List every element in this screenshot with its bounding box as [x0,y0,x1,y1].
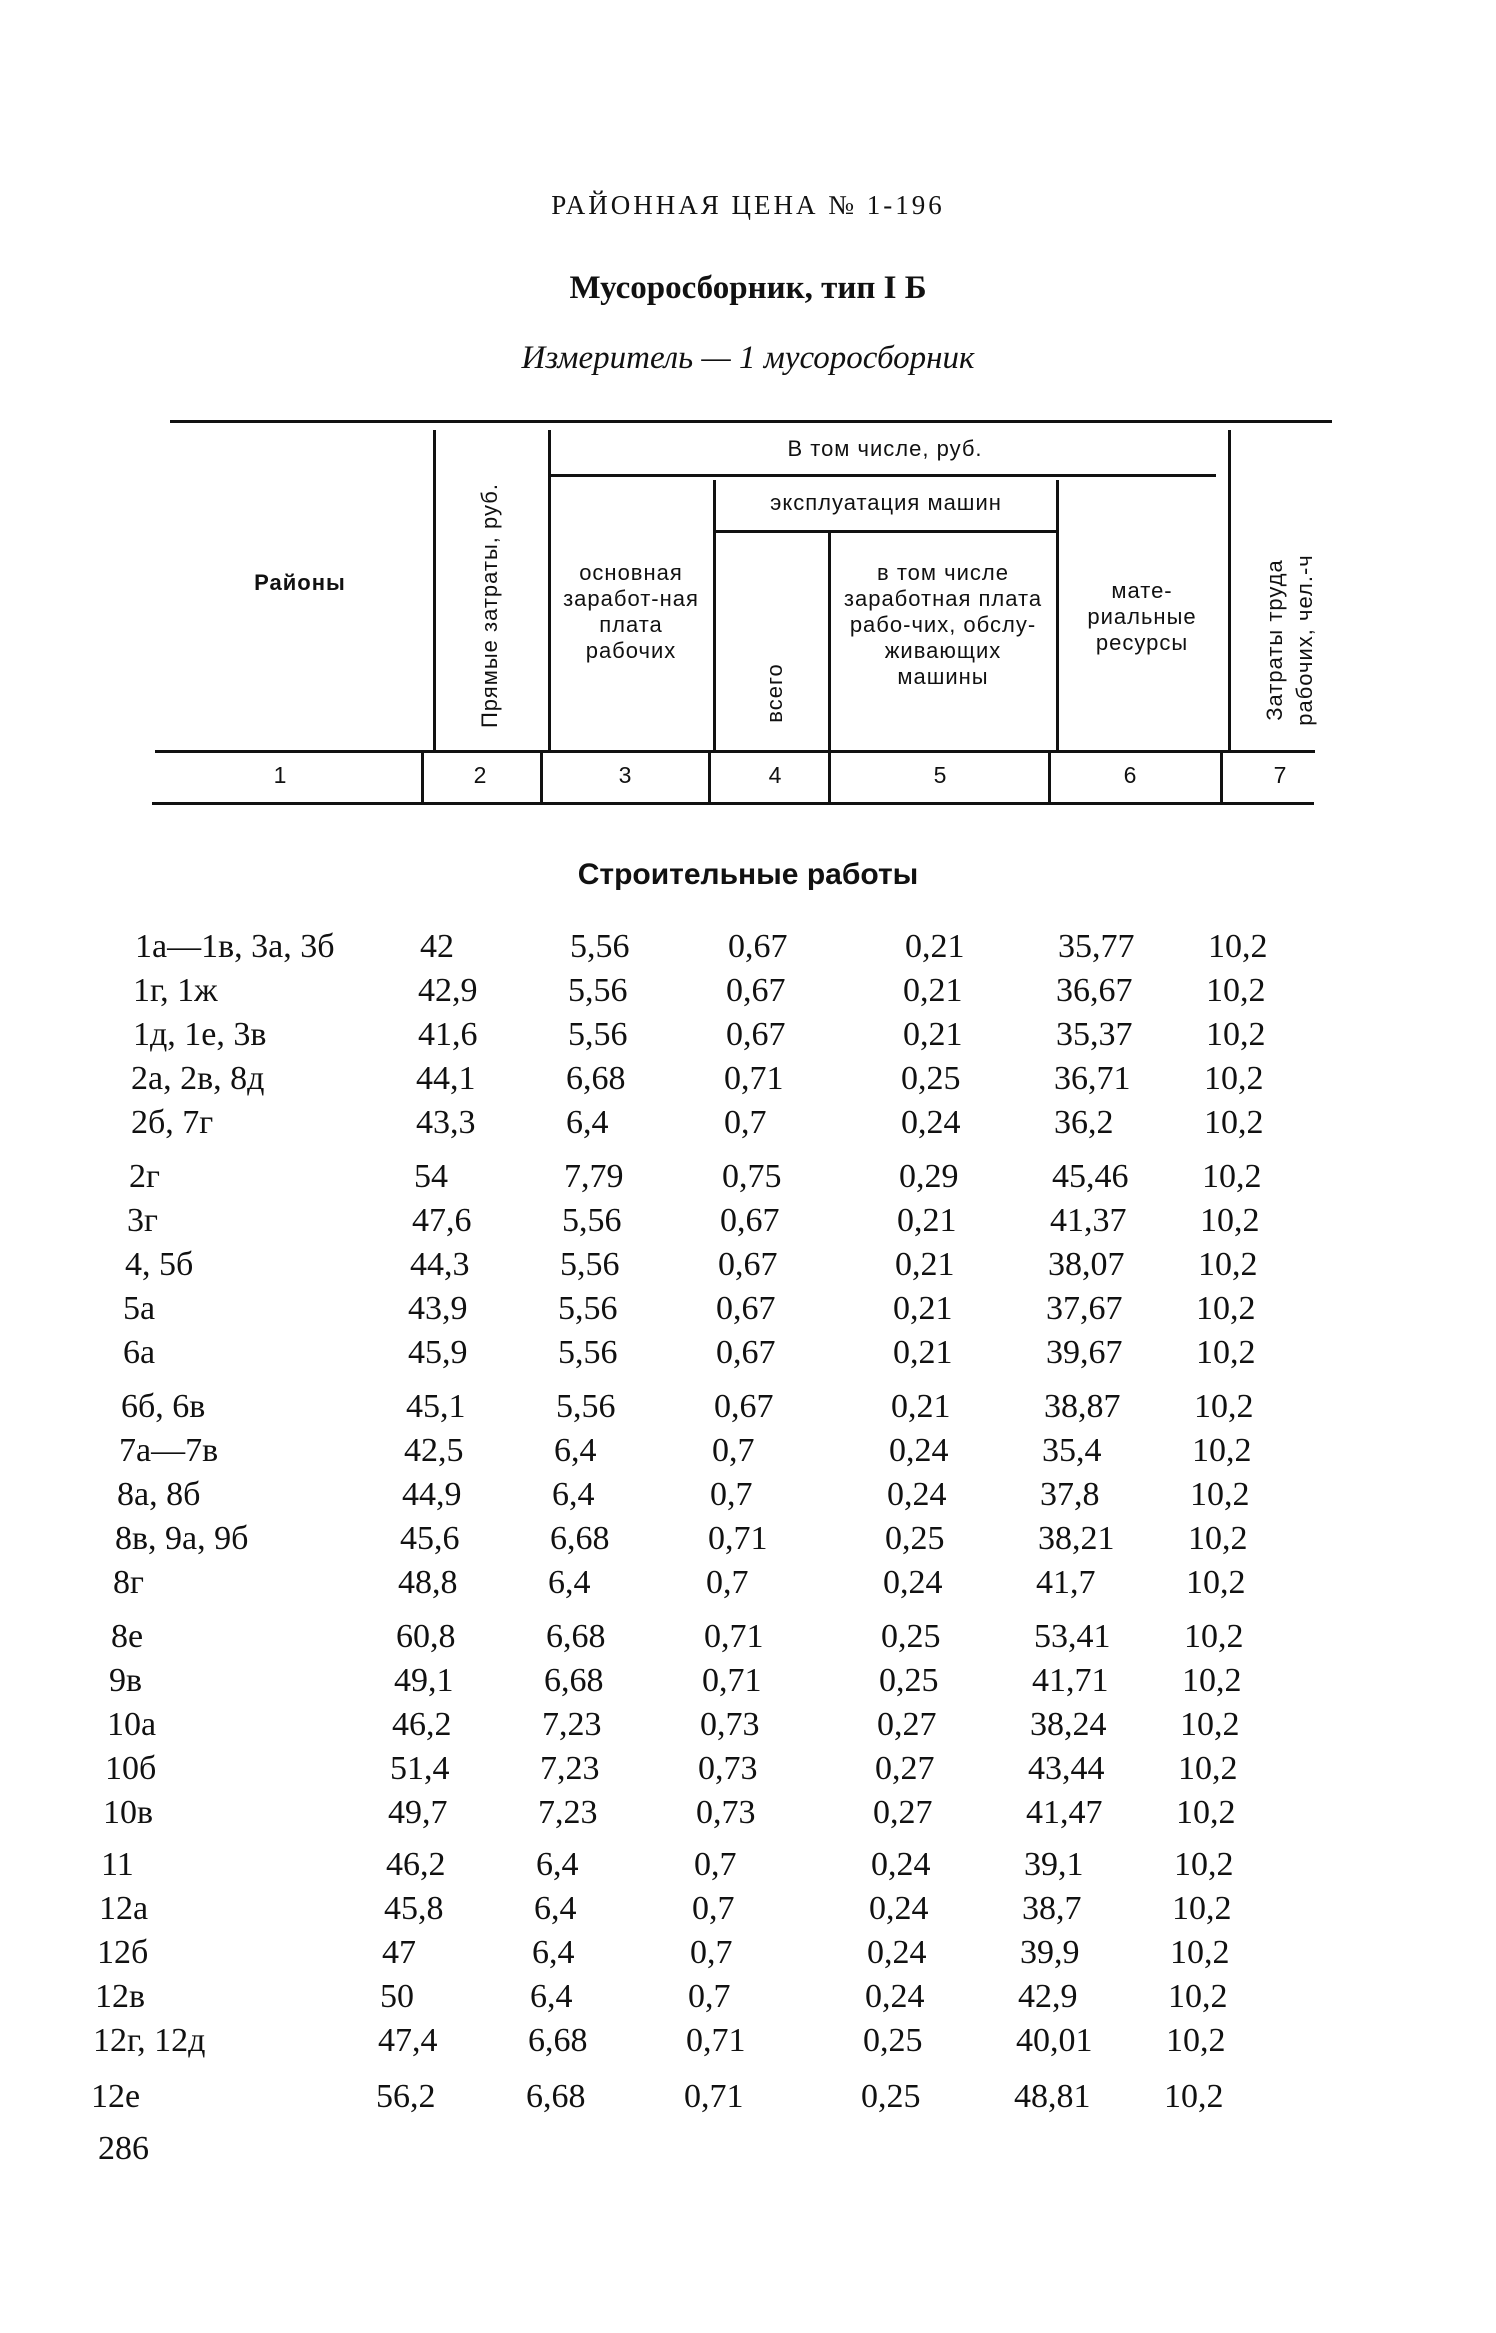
region-cell: 1г, 1ж [133,972,218,1009]
value-cell: 0,27 [873,1794,933,1831]
value-cell: 41,71 [1032,1662,1109,1699]
value-cell: 0,27 [877,1706,937,1743]
value-cell: 5,56 [568,972,628,1009]
value-cell: 37,67 [1046,1290,1123,1327]
value-cell: 7,23 [538,1794,598,1831]
value-cell: 5,56 [560,1246,620,1283]
value-cell: 0,7 [724,1104,767,1141]
value-cell: 44,3 [410,1246,470,1283]
value-cell: 6,68 [550,1520,610,1557]
value-cell: 6,4 [534,1890,577,1927]
table-row [0,1104,1496,1144]
value-cell: 38,87 [1044,1388,1121,1425]
value-cell: 0,24 [869,1890,929,1927]
region-cell: 10а [107,1706,157,1743]
value-cell: 0,67 [726,972,786,1009]
table-row [0,1016,1496,1056]
value-cell: 0,24 [867,1934,927,1971]
value-cell: 45,1 [406,1388,466,1425]
col-direct-costs-header: Прямые затраты, руб. [477,483,502,728]
table-row [0,1846,1496,1886]
region-cell: 10б [105,1750,157,1787]
region-cell: 3г [127,1202,158,1239]
table-row [0,1564,1496,1604]
value-cell: 45,8 [384,1890,444,1927]
col-number: 3 [618,762,632,788]
group-including-header: В том числе, руб. [787,436,983,461]
header-group-rule [550,474,1216,477]
value-cell: 6,4 [552,1476,595,1513]
value-cell: 6,68 [528,2022,588,2059]
value-cell: 0,7 [706,1564,749,1601]
value-cell: 40,01 [1016,2022,1093,2059]
value-cell: 0,7 [688,1978,731,2015]
col-number: 2 [473,762,487,788]
value-cell: 39,9 [1020,1934,1080,1971]
value-cell: 0,7 [692,1890,735,1927]
region-cell: 2а, 2в, 8д [131,1060,265,1097]
header-bottom-rule [155,750,1315,753]
value-cell: 41,6 [418,1016,478,1053]
value-cell: 0,75 [722,1158,782,1195]
value-cell: 0,7 [710,1476,753,1513]
value-cell: 47,4 [378,2022,438,2059]
table-row [0,1706,1496,1746]
header-divider [433,430,436,750]
header-divider [548,430,551,750]
value-cell: 10,2 [1172,1890,1232,1927]
region-cell: 12г, 12д [93,2022,206,2059]
value-cell: 35,37 [1056,1016,1133,1053]
value-cell: 10,2 [1204,1104,1264,1141]
value-cell: 35,4 [1042,1432,1102,1469]
region-cell: 8в, 9а, 9б [115,1520,249,1557]
value-cell: 5,56 [568,1016,628,1053]
value-cell: 56,2 [376,2078,436,2115]
value-cell: 54 [414,1158,448,1195]
value-cell: 46,2 [392,1706,452,1743]
value-cell: 5,56 [558,1334,618,1371]
value-cell: 0,67 [720,1202,780,1239]
value-cell: 45,46 [1052,1158,1129,1195]
col-number: 5 [933,762,947,788]
value-cell: 0,7 [712,1432,755,1469]
value-cell: 38,07 [1048,1246,1125,1283]
table-row [0,2078,1496,2118]
region-cell: 9в [109,1662,143,1699]
value-cell: 35,77 [1058,928,1135,965]
value-cell: 0,21 [905,928,965,965]
value-cell: 10,2 [1164,2078,1224,2115]
table-row [0,1890,1496,1930]
value-cell: 38,21 [1038,1520,1115,1557]
region-cell: 10в [103,1794,154,1831]
value-cell: 0,73 [696,1794,756,1831]
value-cell: 0,25 [885,1520,945,1557]
value-cell: 41,7 [1036,1564,1096,1601]
value-cell: 10,2 [1176,1794,1236,1831]
value-cell: 0,67 [726,1016,786,1053]
value-cell: 39,1 [1024,1846,1084,1883]
value-cell: 0,67 [718,1246,778,1283]
value-cell: 10,2 [1186,1564,1246,1601]
measure-unit: Измеритель — 1 мусоросборник [521,340,975,376]
region-cell: 11 [101,1846,134,1883]
region-cell: 8е [111,1618,144,1655]
value-cell: 0,7 [690,1934,733,1971]
col-regions-header: Районы [254,570,346,595]
page-number: 286 [98,2130,149,2167]
table-row [0,1060,1496,1100]
col-machine-wages-header: в том числе заработная плата рабо-чих, обслу-живающих машины [843,560,1043,689]
value-cell: 53,41 [1034,1618,1111,1655]
value-cell: 0,21 [893,1290,953,1327]
value-cell: 39,67 [1046,1334,1123,1371]
value-cell: 0,21 [891,1388,951,1425]
table-row [0,1202,1496,1242]
value-cell: 0,71 [704,1618,764,1655]
value-cell: 10,2 [1196,1290,1256,1327]
value-cell: 0,67 [716,1290,776,1327]
number-divider [708,752,711,802]
region-cell: 7а—7в [119,1432,219,1469]
value-cell: 6,68 [544,1662,604,1699]
value-cell: 0,24 [865,1978,925,2015]
value-cell: 44,1 [416,1060,476,1097]
value-cell: 42,5 [404,1432,464,1469]
value-cell: 10,2 [1174,1846,1234,1883]
value-cell: 5,56 [558,1290,618,1327]
value-cell: 0,24 [889,1432,949,1469]
value-cell: 6,4 [566,1104,609,1141]
region-cell: 6б, 6в [121,1388,206,1425]
region-cell: 12а [99,1890,149,1927]
col-machines-total-header: всего [762,663,787,723]
value-cell: 5,56 [570,928,630,965]
value-cell: 0,21 [893,1334,953,1371]
value-cell: 10,2 [1194,1388,1254,1425]
value-cell: 10,2 [1202,1158,1262,1195]
value-cell: 6,68 [526,2078,586,2115]
value-cell: 42,9 [1018,1978,1078,2015]
value-cell: 0,67 [714,1388,774,1425]
table-row [0,1246,1496,1286]
table-row [0,1158,1496,1198]
col-number: 4 [768,762,782,788]
table-row [0,1662,1496,1702]
value-cell: 7,23 [542,1706,602,1743]
col-number: 6 [1123,762,1137,788]
header-divider [1228,430,1231,750]
value-cell: 0,67 [716,1334,776,1371]
value-cell: 10,2 [1180,1706,1240,1743]
value-cell: 50 [380,1978,414,2015]
table-row [0,928,1496,968]
region-cell: 2б, 7г [131,1104,214,1141]
table-row [0,1618,1496,1658]
value-cell: 6,4 [530,1978,573,2015]
region-cell: 8г [113,1564,144,1601]
value-cell: 48,81 [1014,2078,1091,2115]
table-row [0,2022,1496,2062]
value-cell: 10,2 [1206,972,1266,1009]
col-number: 1 [273,762,287,788]
value-cell: 5,56 [556,1388,616,1425]
value-cell: 0,7 [694,1846,737,1883]
value-cell: 10,2 [1188,1520,1248,1557]
value-cell: 43,9 [408,1290,468,1327]
value-cell: 42 [420,928,454,965]
number-divider [828,752,831,802]
table-row [0,1750,1496,1790]
value-cell: 10,2 [1190,1476,1250,1513]
value-cell: 0,71 [686,2022,746,2059]
numbers-bottom-rule [152,802,1314,805]
header-divider [713,480,716,750]
value-cell: 10,2 [1208,928,1268,965]
value-cell: 44,9 [402,1476,462,1513]
region-cell: 4, 5б [125,1246,194,1283]
number-divider [421,752,424,802]
group-machines-header: эксплуатация машин [770,490,1002,515]
header-divider [828,530,831,750]
value-cell: 7,79 [564,1158,624,1195]
value-cell: 10,2 [1168,1978,1228,2015]
value-cell: 6,68 [566,1060,626,1097]
number-divider [540,752,543,802]
value-cell: 49,1 [394,1662,454,1699]
value-cell: 0,25 [863,2022,923,2059]
value-cell: 0,27 [875,1750,935,1787]
table-row [0,1934,1496,1974]
value-cell: 0,25 [879,1662,939,1699]
section-title: Строительные работы [577,858,919,891]
table-row [0,1978,1496,2018]
value-cell: 0,24 [883,1564,943,1601]
value-cell: 0,29 [899,1158,959,1195]
value-cell: 47,6 [412,1202,472,1239]
value-cell: 0,24 [871,1846,931,1883]
value-cell: 42,9 [418,972,478,1009]
region-cell: 5а [123,1290,156,1327]
value-cell: 0,21 [895,1246,955,1283]
value-cell: 10,2 [1200,1202,1260,1239]
table-row [0,1432,1496,1472]
value-cell: 41,37 [1050,1202,1127,1239]
table-row [0,1520,1496,1560]
region-cell: 2г [129,1158,160,1195]
region-cell: 12б [97,1934,149,1971]
value-cell: 0,21 [903,972,963,1009]
value-cell: 0,21 [903,1016,963,1053]
region-cell: 12в [95,1978,146,2015]
value-cell: 0,25 [881,1618,941,1655]
header-top-rule [170,420,1332,423]
table-row [0,1290,1496,1330]
item-title: Мусоросборник, тип I Б [569,270,927,306]
value-cell: 10,2 [1170,1934,1230,1971]
value-cell: 38,7 [1022,1890,1082,1927]
table-row [0,1334,1496,1374]
region-cell: 12е [91,2078,141,2115]
value-cell: 10,2 [1196,1334,1256,1371]
value-cell: 38,24 [1030,1706,1107,1743]
value-cell: 6,4 [536,1846,579,1883]
value-cell: 36,2 [1054,1104,1114,1141]
col-labor-header: Затраты труда рабочих, чел.-ч [1262,554,1317,726]
value-cell: 6,4 [554,1432,597,1469]
value-cell: 0,67 [728,928,788,965]
value-cell: 43,3 [416,1104,476,1141]
value-cell: 60,8 [396,1618,456,1655]
header-divider [1056,480,1059,750]
value-cell: 0,25 [901,1060,961,1097]
table-row [0,1476,1496,1516]
value-cell: 10,2 [1178,1750,1238,1787]
value-cell: 0,71 [724,1060,784,1097]
value-cell: 10,2 [1184,1618,1244,1655]
value-cell: 10,2 [1166,2022,1226,2059]
value-cell: 10,2 [1198,1246,1258,1283]
region-cell: 6а [123,1334,156,1371]
value-cell: 41,47 [1026,1794,1103,1831]
value-cell: 49,7 [388,1794,448,1831]
value-cell: 0,73 [698,1750,758,1787]
value-cell: 10,2 [1204,1060,1264,1097]
value-cell: 7,23 [540,1750,600,1787]
value-cell: 45,6 [400,1520,460,1557]
value-cell: 10,2 [1192,1432,1252,1469]
value-cell: 45,9 [408,1334,468,1371]
value-cell: 6,4 [532,1934,575,1971]
value-cell: 36,71 [1054,1060,1131,1097]
number-divider [1220,752,1223,802]
value-cell: 6,68 [546,1618,606,1655]
value-cell: 10,2 [1182,1662,1242,1699]
col-number: 7 [1273,762,1287,788]
region-cell: 1а—1в, 3а, 3б [135,928,335,965]
value-cell: 0,24 [901,1104,961,1141]
value-cell: 36,67 [1056,972,1133,1009]
value-cell: 46,2 [386,1846,446,1883]
value-cell: 43,44 [1028,1750,1105,1787]
value-cell: 0,24 [887,1476,947,1513]
value-cell: 0,71 [708,1520,768,1557]
header-group-rule [716,530,1056,533]
table-row [0,1794,1496,1834]
value-cell: 0,71 [702,1662,762,1699]
value-cell: 0,21 [897,1202,957,1239]
number-divider [1048,752,1051,802]
col-materials-header: мате-риальные ресурсы [1087,578,1197,655]
value-cell: 0,73 [700,1706,760,1743]
value-cell: 6,4 [548,1564,591,1601]
value-cell: 0,25 [861,2078,921,2115]
col-wages-header: основная заработ-ная плата рабочих [563,560,699,663]
value-cell: 51,4 [390,1750,450,1787]
value-cell: 5,56 [562,1202,622,1239]
value-cell: 0,71 [684,2078,744,2115]
value-cell: 37,8 [1040,1476,1100,1513]
value-cell: 47 [382,1934,416,1971]
price-title: РАЙОННАЯ ЦЕНА № 1-196 [551,190,945,220]
value-cell: 10,2 [1206,1016,1266,1053]
table-row [0,972,1496,1012]
region-cell: 8а, 8б [117,1476,201,1513]
region-cell: 1д, 1е, 3в [133,1016,267,1053]
table-row [0,1388,1496,1428]
value-cell: 48,8 [398,1564,458,1601]
